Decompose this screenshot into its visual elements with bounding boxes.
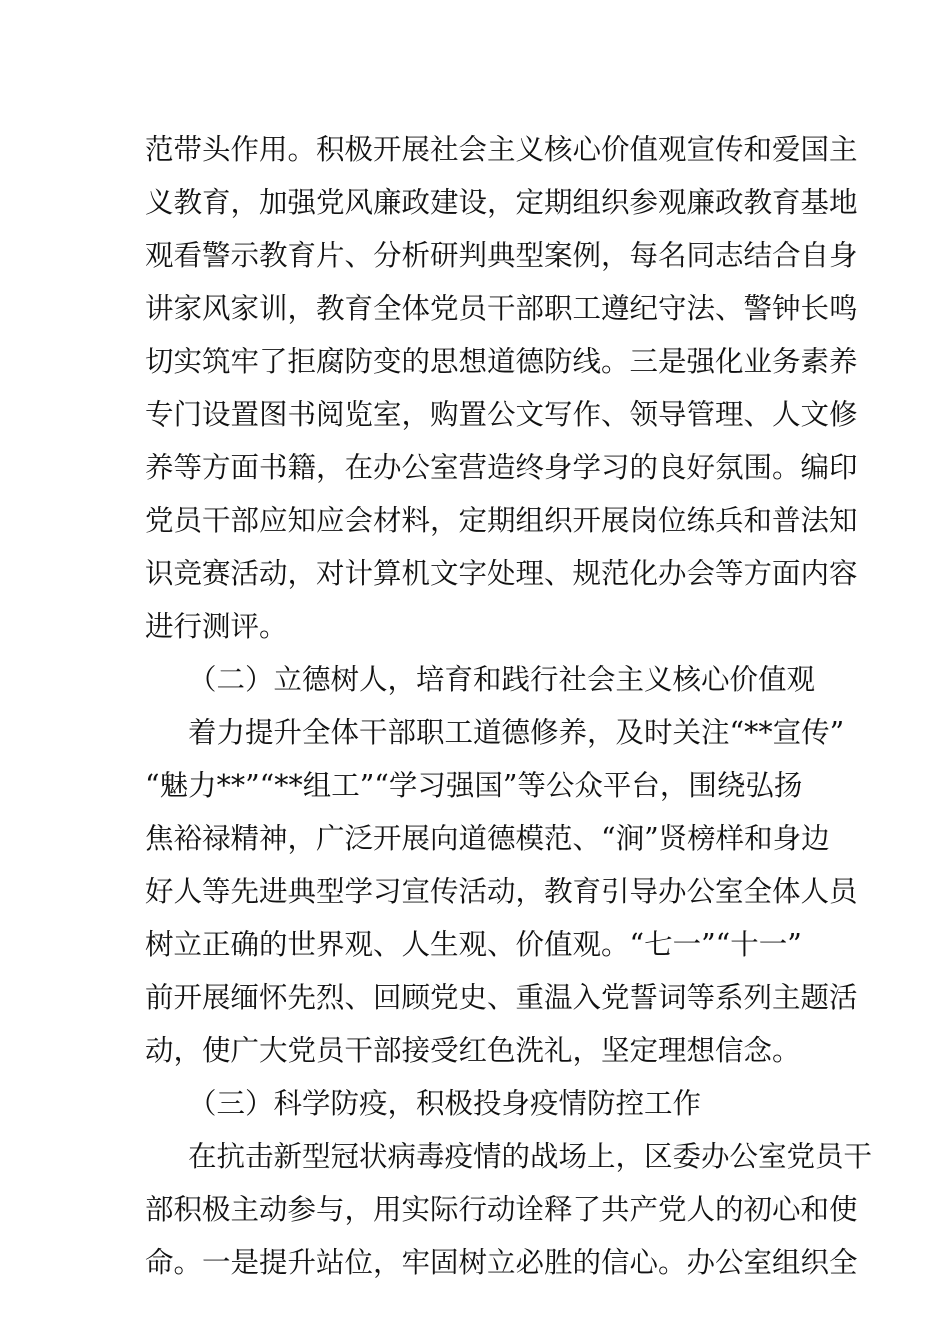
- text-line: 进行测评。: [145, 610, 288, 643]
- text-line: 动，使广大党员干部接受红色洗礼，坚定理想信念。: [145, 1034, 801, 1067]
- text-line: 部积极主动参与，用实际行动诠释了共产党人的初心和使: [145, 1193, 858, 1226]
- text-line: 养等方面书籍，在办公室营造终身学习的良好氛围。编印: [145, 451, 858, 484]
- text-line: 识竞赛活动，对计算机文字处理、规范化办会等方面内容: [145, 557, 858, 590]
- text-line: 好人等先进典型学习宣传活动，教育引导办公室全体人员: [145, 875, 858, 908]
- section-heading: （二）立德树人，培育和践行社会主义核心价值观: [188, 663, 816, 696]
- text-line: 在抗击新型冠状病毒疫情的战场上，区委办公室党员干: [188, 1140, 873, 1173]
- text-line: 树立正确的世界观、人生观、价值观。“七一”“十一”: [145, 928, 802, 961]
- text-line: 焦裕禄精神，广泛开展向道德模范、“涧”贤榜样和身边: [145, 822, 830, 855]
- text-line: 观看警示教育片、分析研判典型案例，每名同志结合自身: [145, 239, 858, 272]
- text-line: 专门设置图书阅览室，购置公文写作、领导管理、人文修: [145, 398, 858, 431]
- text-line: 党员干部应知应会材料，定期组织开展岗位练兵和普法知: [145, 504, 858, 537]
- text-line: “魅力**”“**组工”“学习强国”等公众平台，围绕弘扬: [145, 769, 803, 802]
- text-line: 讲家风家训，教育全体党员干部职工遵纪守法、警钟长鸣: [145, 292, 858, 325]
- text-line: 范带头作用。积极开展社会主义核心价值观宣传和爱国主: [145, 133, 858, 166]
- section-heading: （三）科学防疫，积极投身疫情防控工作: [188, 1087, 702, 1120]
- text-line: 切实筑牢了拒腐防变的思想道德防线。三是强化业务素养: [145, 345, 858, 378]
- text-line: 义教育，加强党风廉政建设，定期组织参观廉政教育基地: [145, 186, 858, 219]
- text-line: 着力提升全体干部职工道德修养，及时关注“**宣传”: [188, 716, 845, 749]
- text-line: 前开展缅怀先烈、回顾党史、重温入党誓词等系列主题活: [145, 981, 858, 1014]
- text-line: 命。一是提升站位，牢固树立必胜的信心。办公室组织全: [145, 1246, 858, 1279]
